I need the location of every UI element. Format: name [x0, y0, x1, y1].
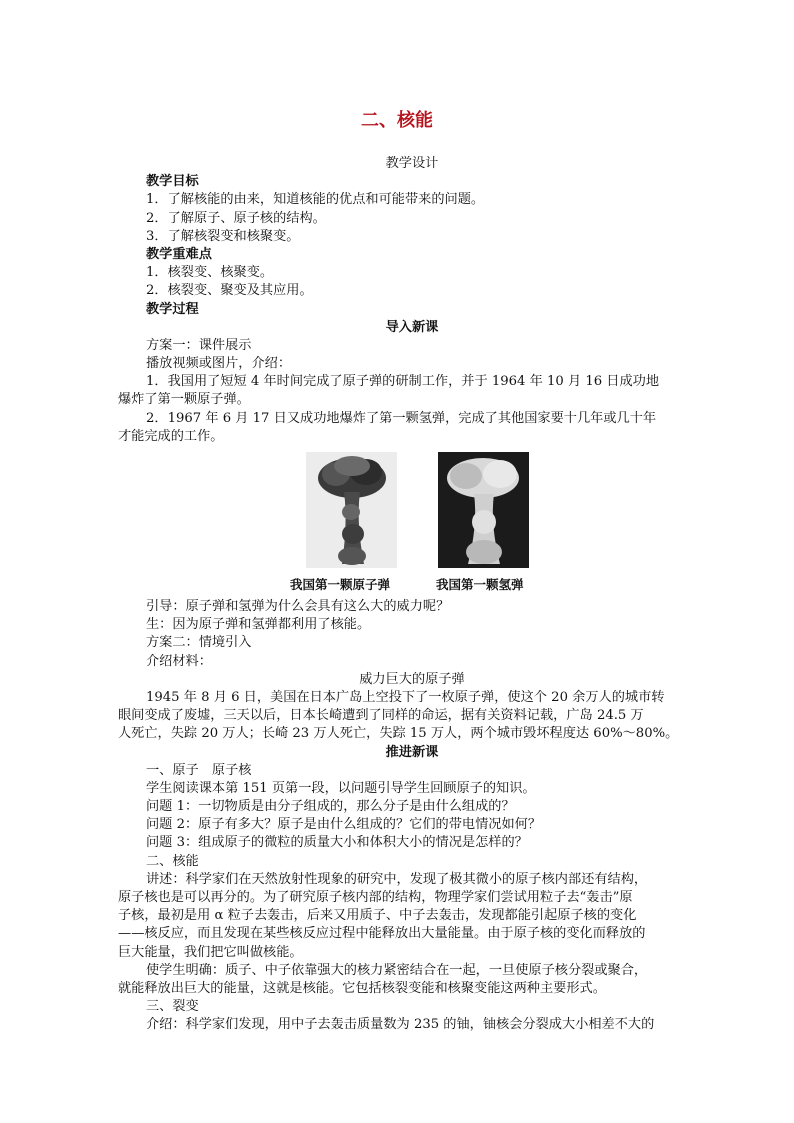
objective-item: 2．了解原子、原子核的结构。 — [146, 210, 326, 226]
section-1-heading: 一、原子 原子核 — [146, 762, 252, 778]
explain-line: 巨大能量，我们把它叫做核能。 — [118, 944, 303, 960]
caption-hydrogen-bomb: 我国第一颗氢弹 — [436, 577, 524, 592]
material-line: 1945 年 8 月 6 日，美国在日本广岛上空投下了一枚原子弹，使这个 20 余万人的城市转 — [146, 689, 665, 705]
reading-instruction: 学生阅读课本第 151 页第一段，以问题引导学生回顾原子的知识。 — [146, 780, 536, 796]
plan1-paragraph-2: 2．1967 年 6 月 17 日又成功地爆炸了第一颗氢弹，完成了其他国家要十几年或几十年 — [146, 410, 657, 426]
intro-heading: 导入新课 — [385, 319, 439, 335]
objectives-heading: 教学目标 — [146, 174, 199, 190]
keypoints-heading: 教学重难点 — [146, 246, 212, 262]
explain-line: 子核，最初是用 α 粒子去轰击，后来又用质子、中子去轰击，发现都能引起原子核的变化 — [118, 908, 637, 924]
plan1-paragraph-1-cont: 爆炸了第一颗原子弹。 — [118, 392, 250, 408]
plan1-paragraph-1: 1．我国用了短短 4 年时间完成了原子弹的研制工作，并于 1964 年 10 月 16 日成功地 — [146, 374, 660, 390]
plan1-paragraph-2-cont: 才能完成的工作。 — [118, 428, 224, 444]
student-answer: 生：因为原子弹和氢弹都利用了核能。 — [146, 617, 371, 633]
objective-item: 1．了解核能的由来，知道核能的优点和可能带来的问题。 — [146, 192, 485, 208]
question-3: 问题 3：组成原子的微粒的质量大小和体积大小的情况是怎样的？ — [146, 835, 528, 851]
document-body — [118, 155, 678, 1035]
material-line: 人死亡，失踪 20 万人；长崎 23 万人死亡，失踪 15 万人，两个城市毁坏程度达 60%～80%。 — [118, 726, 678, 742]
figures-row — [118, 452, 678, 576]
section-3-heading: 三、裂变 — [146, 999, 199, 1015]
plan1-label: 方案一：课件展示 — [146, 337, 252, 353]
caption-atomic-bomb: 我国第一颗原子弹 — [290, 577, 391, 592]
material-title: 威力巨大的原子弹 — [359, 671, 465, 687]
process-heading: 教学过程 — [146, 301, 199, 317]
page-title: 二、核能 — [361, 110, 433, 131]
explain-line: 讲述：科学家们在天然放射性现象的研究中，发现了极其微小的原子核内部还有结构， — [146, 871, 648, 887]
fission-intro: 介绍：科学家们发现，用中子去轰击质量数为 235 的铀，铀核会分裂成大小相差不大的 — [146, 1017, 655, 1033]
keypoint-item: 1．核裂变、核聚变。 — [146, 265, 274, 281]
explain-line: ——核反应，而且发现在某些核反应过程中能释放出大量能量。由于原子核的变化而释放的 — [118, 926, 646, 942]
atomic-bomb-photo — [306, 452, 397, 568]
guide-text: 引导：原子弹和氢弹为什么会具有这么大的威力呢？ — [146, 599, 450, 614]
subtitle: 教学设计 — [385, 156, 439, 171]
keypoint-item: 2．核裂变、聚变及其应用。 — [146, 283, 313, 299]
objective-item: 3．了解核裂变和核聚变。 — [146, 228, 300, 244]
section-2-heading: 二、核能 — [146, 853, 199, 869]
question-1: 问题 1：一切物质是由分子组成的，那么分子是由什么组成的？ — [146, 799, 515, 815]
clarify-line: 就能释放出巨大的能量，这就是核能。它包括核裂变能和核聚变能这两种主要形式。 — [118, 980, 606, 996]
clarify-line: 使学生明确：质子、中子依靠强大的核力紧密结合在一起，一旦使原子核分裂或聚合， — [146, 962, 648, 978]
new-lesson-heading: 推进新课 — [385, 744, 439, 760]
figure-captions — [118, 576, 678, 598]
plan2-label: 方案二：情境引入 — [146, 635, 252, 651]
material-label: 介绍材料： — [146, 653, 212, 669]
question-2: 问题 2：原子有多大？原子是由什么组成的？它们的带电情况如何？ — [146, 817, 542, 833]
material-line: 眼间变成了废墟，三天以后，日本长崎遭到了同样的命运，据有关资料记载，广岛 24.5 万 — [118, 708, 644, 724]
plan1-intro: 播放视频或图片，介绍： — [146, 356, 292, 372]
hydrogen-bomb-photo — [438, 452, 529, 568]
explain-line: 原子核也是可以再分的。为了研究原子核内部的结构，物理学家们尝试用粒子去“轰击”原 — [118, 890, 633, 905]
